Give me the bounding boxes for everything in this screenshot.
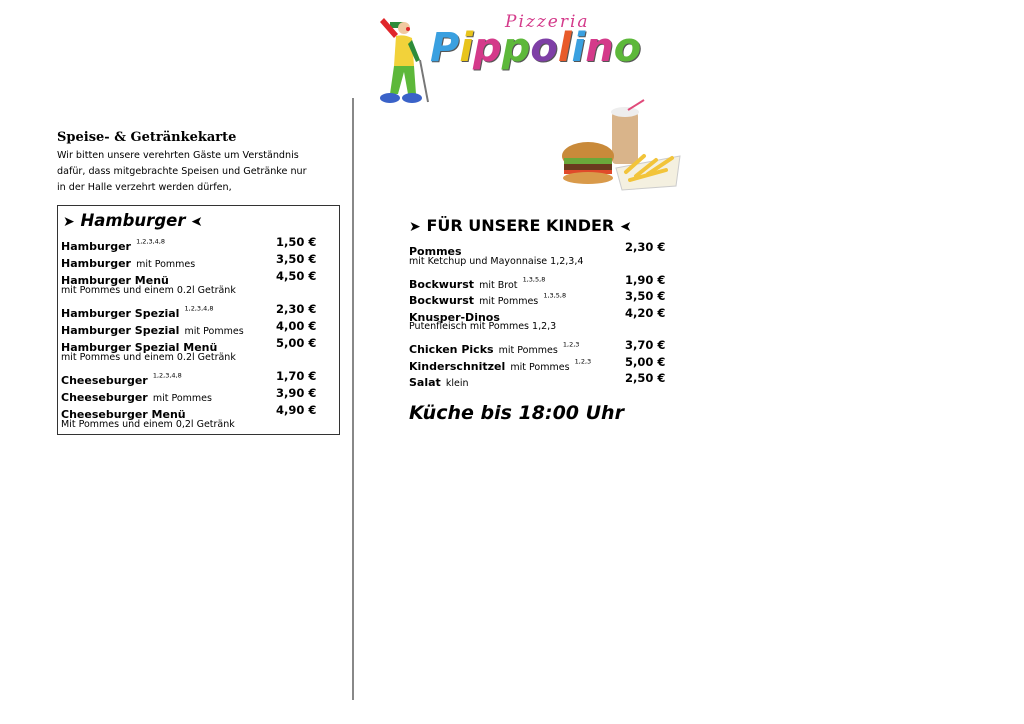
item-name: Kinderschnitzel [409, 359, 506, 373]
allergen-codes: 1,2,3 [562, 340, 580, 349]
kitchen-hours: Küche bis 18:00 Uhr [409, 402, 624, 424]
allergen-codes: 1,2,3,4,8 [184, 304, 214, 313]
allergen-codes: 1,3,5,8 [522, 275, 546, 284]
item-price: 4,90 € [276, 403, 317, 417]
kinder-heading [409, 216, 632, 235]
item-price: 2,30 € [625, 240, 666, 254]
allergen-codes: 1,2,3 [532, 321, 557, 332]
logo-letter: o [530, 25, 558, 71]
section-heading-text: FÜR UNSERE KINDER [426, 216, 615, 235]
allergen-codes: 1,2,3,4 [550, 255, 584, 267]
item-name: Hamburger Spezial Menü [61, 341, 218, 354]
logo-letter: P [430, 25, 460, 71]
menu-item [409, 371, 469, 390]
item-note [61, 352, 236, 363]
item-price: 3,70 € [625, 338, 666, 352]
item-price: 2,30 € [276, 302, 317, 316]
item-price: 4,20 € [625, 305, 666, 320]
logo-letter: p [473, 25, 502, 71]
arrow-left-icon: ➤ [619, 219, 632, 235]
allergen-codes: 1,3,5,8 [543, 291, 567, 300]
item-detail: mit Brot [479, 279, 518, 291]
logo-script-text: Pizzeria [505, 12, 590, 32]
item-name: Bockwurst [409, 294, 475, 307]
allergen-codes: 1,2,3 [574, 357, 592, 366]
intro-line: Wir bitten unsere verehrten Gäste um Verständnis [57, 150, 299, 161]
item-price: 4,00 € [276, 319, 317, 333]
item-note [409, 321, 556, 332]
item-name: Cheeseburger [61, 391, 148, 404]
item-price: 5,00 € [625, 354, 666, 369]
item-price: 4,50 € [276, 269, 317, 283]
arrow-right-icon: ➤ [63, 214, 75, 230]
item-name: Cheeseburger [61, 374, 148, 387]
arrow-left-icon: ➤ [191, 214, 203, 230]
logo-letter: o [613, 25, 642, 71]
item-price: 1,70 € [276, 369, 317, 383]
item-name: Hamburger Spezial [61, 307, 180, 320]
item-note [61, 419, 235, 430]
logo-letter: i [571, 25, 586, 71]
item-detail: mit Pommes [184, 326, 244, 337]
logo-letter: n [585, 25, 614, 71]
burger-fries-drink-image [556, 98, 686, 198]
item-price: 5,00 € [276, 336, 317, 350]
item-detail: mit Pommes [510, 361, 570, 373]
item-price: 3,50 € [625, 289, 666, 303]
section-heading-text: Hamburger [80, 211, 186, 230]
intro-line: dafür, dass mitgebrachte Speisen und Getränke nur [57, 166, 307, 177]
allergen-codes: 1,2,3,4,8 [136, 237, 166, 246]
item-name: Salat [409, 376, 441, 389]
item-name: Hamburger [61, 240, 131, 253]
item-detail: mit Pommes [152, 393, 212, 404]
arrow-right-icon: ➤ [409, 219, 421, 235]
logo-letter: i [459, 25, 474, 71]
item-note-text: Mit Pommes und einem 0,2l Getränk [61, 419, 235, 430]
item-note-text: mit Ketchup und Mayonnaise [409, 255, 548, 267]
item-price: 2,50 € [625, 371, 666, 385]
intro-line: in der Halle verzehrt werden dürfen, [57, 182, 232, 193]
item-name: Chicken Picks [409, 343, 494, 356]
item-name: Hamburger Menü [61, 274, 169, 287]
item-note [409, 256, 583, 267]
item-name: Hamburger [61, 257, 131, 270]
column-divider [352, 98, 354, 700]
item-name: Hamburger Spezial [61, 324, 180, 337]
logo-letter: l [557, 25, 572, 71]
item-note-text: mit Pommes und einem 0.2l Getränk [61, 285, 236, 296]
item-detail: mit Pommes [479, 296, 539, 307]
item-detail: mit Pommes [498, 345, 558, 356]
item-note [61, 285, 236, 296]
allergen-codes: 1,2,3,4,8 [152, 371, 182, 380]
menu-title: Speise- & Getränkekarte [57, 130, 237, 145]
item-detail: klein [445, 378, 469, 389]
item-name: Pommes [409, 245, 462, 258]
item-price: 1,50 € [276, 235, 317, 249]
logo-word [430, 24, 641, 72]
clown-mascot-icon [368, 14, 430, 109]
item-price: 1,90 € [625, 272, 666, 287]
hamburger-heading [63, 211, 203, 230]
item-price: 3,50 € [276, 252, 317, 266]
hamburger-section [57, 205, 340, 435]
item-note-text: Putenfleisch mit Pommes [409, 321, 529, 332]
item-name: Bockwurst [409, 277, 475, 291]
item-note-text: mit Pommes und einem 0.2l Getränk [61, 352, 236, 363]
item-detail: mit Pommes [136, 259, 196, 270]
item-name: Knusper-Dinos [409, 310, 500, 324]
logo-letter: p [501, 25, 531, 71]
intro-text [57, 148, 332, 196]
item-price: 3,90 € [276, 386, 317, 400]
item-name: Cheeseburger Menü [61, 408, 186, 421]
